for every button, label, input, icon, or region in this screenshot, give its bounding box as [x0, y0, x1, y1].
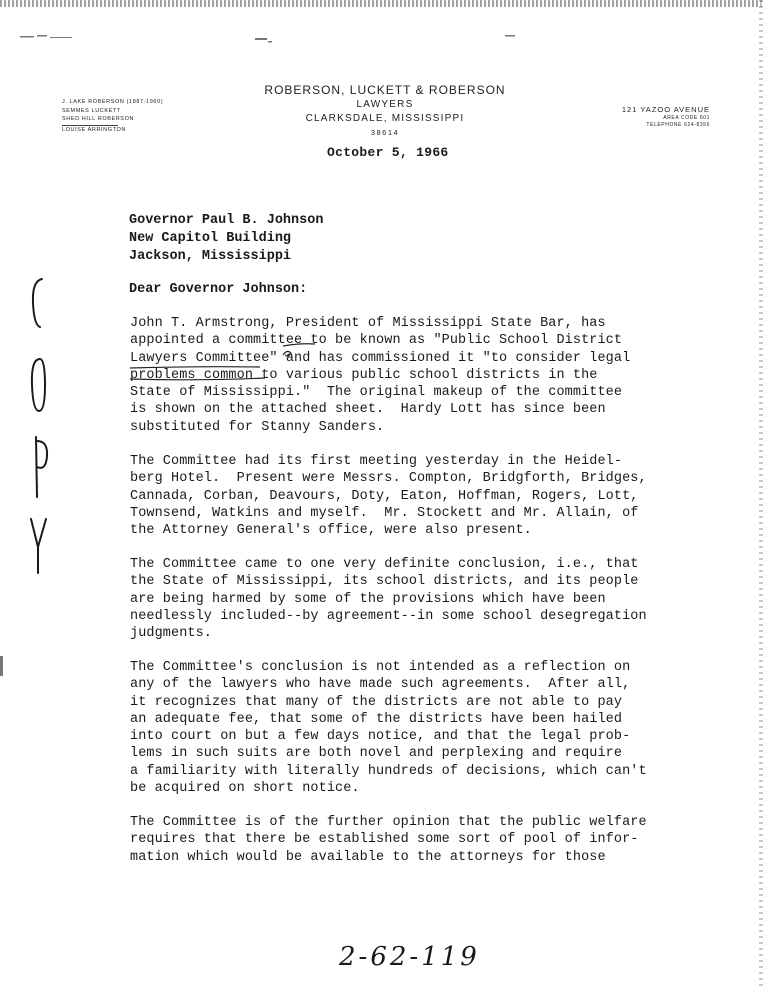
partner-name: J. LAKE ROBERSON (1887-1960): [62, 99, 164, 105]
recipient-line: Governor Paul B. Johnson: [129, 213, 324, 228]
partner-name: SEMMES LUCKETT: [62, 107, 121, 114]
recipient-line: New Capitol Building: [129, 231, 292, 246]
letter-date: October 5, 1966: [327, 145, 449, 160]
body-paragraph: The Committee is of the further opinion that the public welfare requires that there be established some sort of pool of infor- mation which would be available to the attorneys for those: [130, 815, 647, 865]
handwritten-reference: [335, 935, 495, 975]
street-address: 121 YAZOO AVENUE: [621, 105, 710, 114]
body-paragraph: John T. Armstrong, President of Mississippi State Bar, has appointed a committee to be known as "Public School District Lawyers Committee" and has commissioned it "to consider legal problems common to various public school districts in the State of Mississippi." The original makeup of the committee is shown on the attached sheet. Hardy Lott has since been substituted for Stanny Sanders.: [130, 316, 631, 435]
body-paragraph: The Committee's conclusion is not intended as a reflection on any of the lawyers who have made such agreements. After all, it recognizes that many of the districts are not able to pay an adequate fee, that some of the districts have been hailed into court on but a few days notice, and that the legal prob- lems in such suits are both novel and perplexing and require a familiarity with literally hundreds of decisions, which can't be acquired on short notice.: [130, 660, 647, 797]
firm-zip: 38614: [370, 128, 400, 137]
recipient-line: Jackson, Mississippi: [129, 249, 292, 264]
firm-profession: LAWYERS: [356, 99, 414, 110]
partner-name: LOUISE ARRINGTON: [62, 126, 126, 133]
firm-name: ROBERSON, LUCKETT & ROBERSON: [264, 83, 506, 97]
salutation: Dear Governor Johnson:: [129, 282, 308, 297]
stamp-text: COPY: [24, 275, 27, 276]
body-paragraph: The Committee came to one very definite conclusion, i.e., that the State of Mississippi, its school districts, and its people are being harmed by some of the provisions which have been needlessly included--by agreement--in some school desegregation judgments.: [130, 557, 647, 642]
area-code: AREA CODE 601: [663, 115, 710, 121]
handwritten-ref-text: 2-62-119: [339, 942, 480, 972]
partner-name: SHED HILL ROBERSON: [62, 116, 135, 122]
body-paragraph: The Committee had its first meeting yesterday in the Heidel- berg Hotel. Present were Messrs. Compton, Bridgforth, Bridges, Cannada, Corban, Deavours, Doty, Eaton, Hoffman, Rogers, Lott, Townsend, Watkins and myself. Mr. Stockett and Mr. Allain, of the Attorney General's office, were also present.: [130, 454, 647, 539]
telephone: TELEPHONE 624-8356: [646, 122, 710, 128]
copy-stamp: [24, 275, 64, 585]
firm-city: CLARKSDALE, MISSISSIPPI: [305, 113, 465, 124]
